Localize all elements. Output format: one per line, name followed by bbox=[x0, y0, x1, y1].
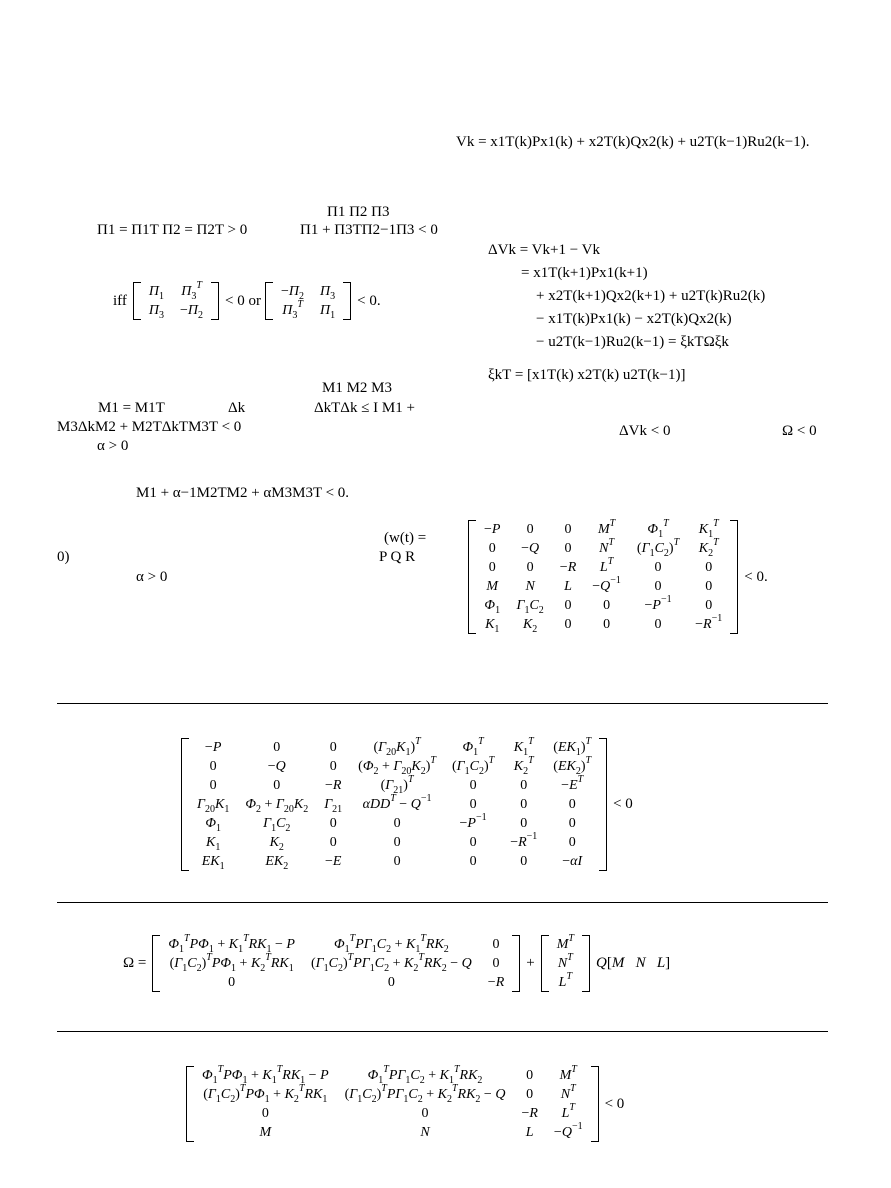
schur-pi-condition: Π1 = Π1T Π2 = Π2T > 0 bbox=[97, 222, 248, 238]
w-text: (w(t) = bbox=[384, 530, 427, 546]
lmi-matrix-1: −P 0 0 $M^T$ $\Phi_1^T$ $K_1^T$ 0 −Q 0 $N^T$ $(\Gamma_1C_2)^T$ $K_2^T$ 0 0 −R $L^T$ 0 0 M N L $-Q^{-1}$ 0 0 $\Phi_1$ $\Gamma_1C_2$ 0 0 $-P^{-1}$ 0 $K_1$ $K_2$ 0 0 0 $-R^{-1}$ < 0. bbox=[468, 520, 768, 634]
lmi1-suffix: < 0. bbox=[744, 568, 768, 585]
lemma-delta-k: Δk bbox=[228, 400, 246, 416]
schur-pi-labels: Π1 Π2 Π3 bbox=[327, 204, 390, 220]
divider-2 bbox=[57, 902, 828, 903]
lmi3-suffix: < 0 bbox=[604, 1095, 625, 1112]
divider-1 bbox=[57, 703, 828, 704]
lemma-alpha: α > 0 bbox=[97, 438, 129, 454]
lyapunov-equation: Vk = x1T(k)Px1(k) + x2T(k)Qx2(k) + u2T(k−1)Ru2(k−1). bbox=[456, 134, 810, 150]
zero-paren: 0) bbox=[57, 549, 70, 565]
divider-3 bbox=[57, 1031, 828, 1032]
delta-v-line1: ΔVk = Vk+1 − Vk bbox=[488, 242, 600, 258]
omega-definition: Ω = $\Phi_1^TP\Phi_1 + K_1^TRK_1 - P$ $\Phi_1^TP\Gamma_1C_2 + K_1^TRK_2$ 0 $(\Gamma_1C_2)^TP\Phi_1 + K_2^TRK_1$ $(\Gamma_1C_2)^TP\Gamma_1C_2 + K_2^TRK_2 - Q$ 0 0 0 −R + $M^T$ $N^T$ $L^T$ Q[M N L] bbox=[123, 933, 671, 990]
delta-v-line4: − x1T(k)Px1(k) − x2T(k)Qx2(k) bbox=[536, 311, 732, 327]
lmi2-suffix: < 0 bbox=[613, 796, 633, 812]
delta-v-line5: − u2T(k−1)Ru2(k−1) = ξkTΩξk bbox=[536, 334, 729, 350]
schur-pi-inequality: Π1 + Π3TΠ2−1Π3 < 0 bbox=[300, 222, 438, 238]
schur-matrix-b: $-\Pi_2$ $\Pi_3$ $\Pi_3^T$ $\Pi_1$ bbox=[281, 284, 336, 321]
omega-prefix: Ω = bbox=[123, 955, 147, 971]
delta-v-line3: + x2T(k+1)Qx2(k+1) + u2T(k)Ru2(k) bbox=[536, 288, 766, 304]
lemma-m-labels: M1 M2 M3 bbox=[322, 380, 393, 396]
delta-v-line2: = x1T(k+1)Px1(k+1) bbox=[521, 265, 648, 281]
lemma-delta-bound: ΔkTΔk ≤ I M1 + bbox=[314, 400, 415, 416]
pqr-label: P Q R bbox=[379, 549, 416, 565]
schur-matrix-a: $\Pi_1$ $\Pi_3^T$ $\Pi_3$ $-\Pi_2$ bbox=[148, 280, 204, 321]
lmi-matrix-3: $\Phi_1^TP\Phi_1 + K_1^TRK_1 - P$ $\Phi_1^TP\Gamma_1C_2 + K_1^TRK_2$ 0 $M^T$ $(\Gamma_1C_2)^TP\Phi_1 + K_2^TRK_1$ $(\Gamma_1C_2)^TP\Gamma_1C_2 + K_2^TRK_2 - Q$ 0 $N^T$ 0 0 −R $L^T$ M N L $-Q^{-1}$ < 0 bbox=[186, 1066, 624, 1142]
lt-zero-dot: < 0. bbox=[357, 292, 381, 309]
lemma-result: M1 + α−1M2TM2 + αM3M3T < 0. bbox=[136, 485, 350, 501]
lt-zero: < 0 or bbox=[225, 292, 262, 309]
omega-tail: Q[M N L] bbox=[595, 955, 671, 971]
alpha-positive: α > 0 bbox=[136, 569, 168, 585]
delta-v-negative: ΔVk < 0 bbox=[619, 423, 671, 439]
iff-label: iff bbox=[113, 292, 127, 309]
lemma-m1-symmetric: M1 = M1T bbox=[98, 400, 165, 416]
lmi-matrix-2: −P 0 0 $(\Gamma_{20}K_1)^T$ $\Phi_1^T$ $K_1^T$ $(EK_1)^T$ 0 −Q 0 $(\Phi_2 + \Gamma_{20}K_2)^T$ $(\Gamma_1C_2)^T$ $K_2^T$ $(EK_2)^T$ 0 0 −R $(\Gamma_{21})^T$ 0 0 $-E^T$ $\Gamma_{20}K_1$ $\Phi_2 + \Gamma_{20}K_2$ $\Gamma_{21}$ $\alpha DD^T - Q^{-1}$ 0 0 0 $\Phi_1$ $\Gamma_1C_2$ 0 0 $-P^{-1}$ 0 0 $K_1$ $K_2$ 0 0 0 $-R^{-1}$ 0 $EK_1$ $EK_2$ −E 0 0 0 −αI < 0 bbox=[181, 738, 633, 871]
omega-negative: Ω < 0 bbox=[782, 423, 817, 439]
lemma-continuation: M3ΔkM2 + M2TΔkTM3T < 0 bbox=[57, 419, 242, 435]
omega-plus: + bbox=[526, 955, 535, 971]
schur-equivalence bbox=[113, 282, 381, 320]
xi-vector: ξkT = [x1T(k) x2T(k) u2T(k−1)] bbox=[488, 367, 686, 383]
